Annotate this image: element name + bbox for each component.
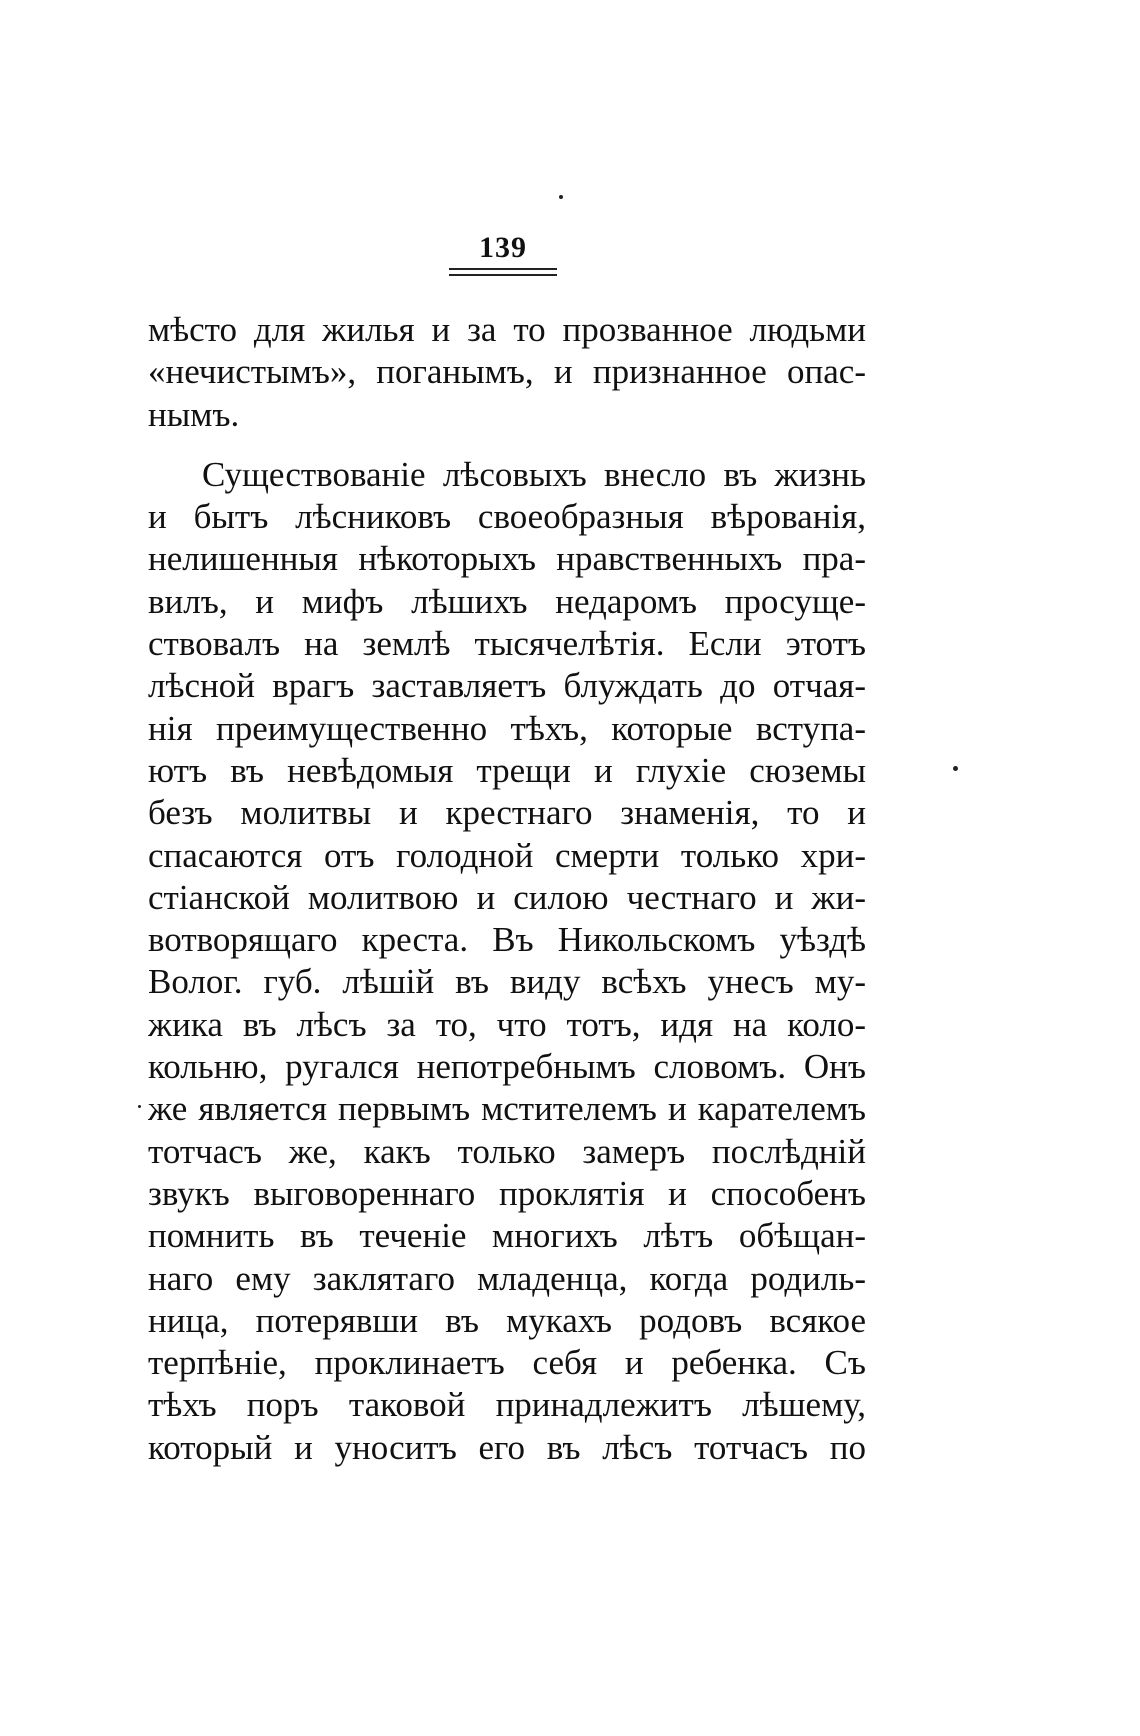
print-speck (138, 1105, 141, 1108)
text-line: вотворящаго креста. Въ Никольскомъ уѣздѣ (148, 920, 866, 960)
text-line: ютъ въ невѣдомыя трещи и глухіе сюземы (148, 750, 866, 790)
text-line: ствовалъ на землѣ тысячелѣтія. Если этотъ (148, 624, 866, 664)
text-line: звукъ выговореннаго проклятія и способенъ (148, 1173, 866, 1213)
text-line: жика въ лѣсъ за то, что тотъ, идя на коло- (148, 1004, 866, 1044)
text-line: мѣсто для жилья и за то прозванное людьми (148, 310, 866, 349)
print-speck (953, 766, 958, 771)
text-line: лѣсной врагъ заставляетъ блуждать до отчая- (148, 666, 866, 706)
text-line: же является первымъ мстителемъ и карателемъ (148, 1089, 866, 1129)
text-line: помнить въ теченіе многихъ лѣтъ обѣщан- (148, 1216, 866, 1256)
text-line: и бытъ лѣсниковъ своеобразныя вѣрованія, (148, 497, 866, 537)
text-line: спасаются отъ голодной смерти только хри- (148, 835, 866, 875)
text-line: тѣхъ поръ таковой принадлежитъ лѣшему, (148, 1385, 866, 1425)
text-line: нія преимущественно тѣхъ, которые вступа- (148, 708, 866, 748)
text-line: кольню, ругался непотребнымъ словомъ. Онъ (148, 1047, 866, 1087)
paragraph-gap (148, 436, 866, 454)
text-line: Существованіе лѣсовыхъ внесло въ жизнь (202, 454, 866, 494)
text-line: стіанской молитвою и силою честнаго и жи- (148, 877, 866, 917)
text-line: терпѣніе, проклинаетъ себя и ребенка. Съ (148, 1343, 866, 1383)
double-rule (449, 268, 557, 276)
text-line: безъ молитвы и крестнаго знаменія, то и (148, 793, 866, 833)
text-line: «нечистымъ», поганымъ, и признанное опас- (148, 352, 866, 392)
text-line: наго ему заклятаго младенца, когда родиль- (148, 1258, 866, 1298)
text-line: вилъ, и мифъ лѣшихъ недаромъ просуще- (148, 581, 866, 621)
text-line: ница, потерявши въ мукахъ родовъ всякое (148, 1300, 866, 1340)
text-line: Волог. губ. лѣшій въ виду всѣхъ унесъ му- (148, 962, 866, 1002)
text-line: нелишенныя нѣкоторыхъ нравственныхъ пра- (148, 539, 866, 579)
page-number: 139 (479, 231, 527, 264)
text-line: тотчасъ же, какъ только замеръ послѣдній (148, 1131, 866, 1171)
print-speck (559, 195, 563, 199)
text-line: нымъ. (148, 394, 240, 434)
page-header (448, 232, 558, 276)
body-text (148, 309, 866, 1469)
text-line: который и уноситъ его въ лѣсъ тотчасъ по (148, 1427, 866, 1467)
